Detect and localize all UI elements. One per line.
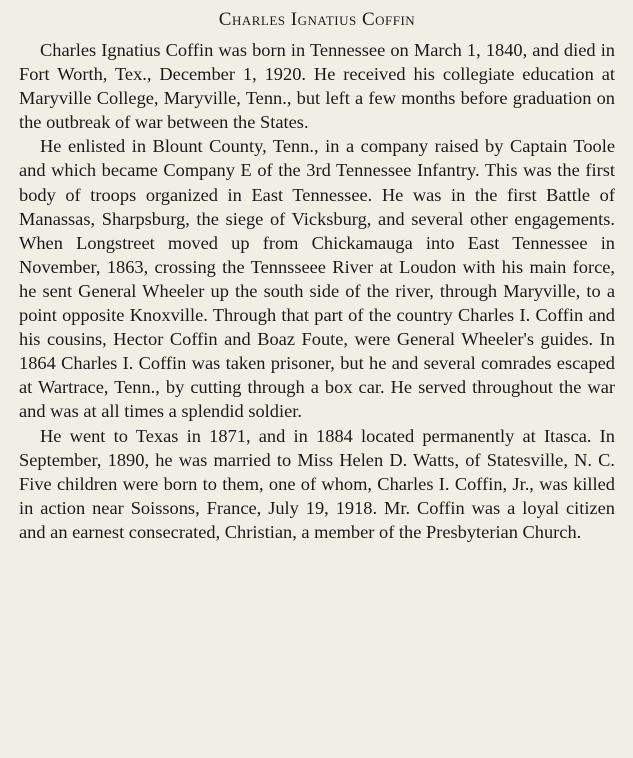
paragraph-military-service: He enlisted in Blount County, Tenn., in a company raised by Captain Toole and which became Company E of the 3rd Tennessee Infantry. This was the first body of troops organized in East Tennessee. He was in the first Battle of Manassas, Sharpsburg, the siege of Vicksburg, and several other engagements. When Longstreet moved up from Chickamauga into East Tennessee in November, 1863, crossing the Tennsseee River at Loudon with his main force, he sent General Wheeler up the south side of the river, through Maryville, to a point opposite Knoxville. Through that part of the country Charles I. Coffin and his cousins, Hector Coffin and Boaz Foute, were General Wheeler's guides. In 1864 Charles I. Coffin was taken prisoner, but he and several comrades escaped at Wartrace, Tenn., by cutting through a box car. He served throughout the war and was at all times a splendid soldier.	[19, 136, 615, 422]
paragraph-birth-education: Charles Ignatius Coffin was born in Tennessee on March 1, 1840, and died in Fort Worth, Tex., December 1, 1920. He received his collegiate education at Maryville College, Maryville, Tenn., but left a few months before graduation on the outbreak of war between the States.	[19, 40, 615, 133]
page-title: Charles Ignatius Coffin	[218, 9, 416, 30]
paragraph-later-life: He went to Texas in 1871, and in 1884 located permanently at Itasca. In September, 1890, he was married to Miss Helen D. Watts, of Statesville, N. C. Five children were born to them, one of whom, Charles I. Coffin, Jr., was killed in action near Soissons, France, July 19, 1918. Mr. Coffin was a loyal citizen and an earnest consecrated, Christian, a member of the Presbyterian Church.	[19, 425, 615, 542]
